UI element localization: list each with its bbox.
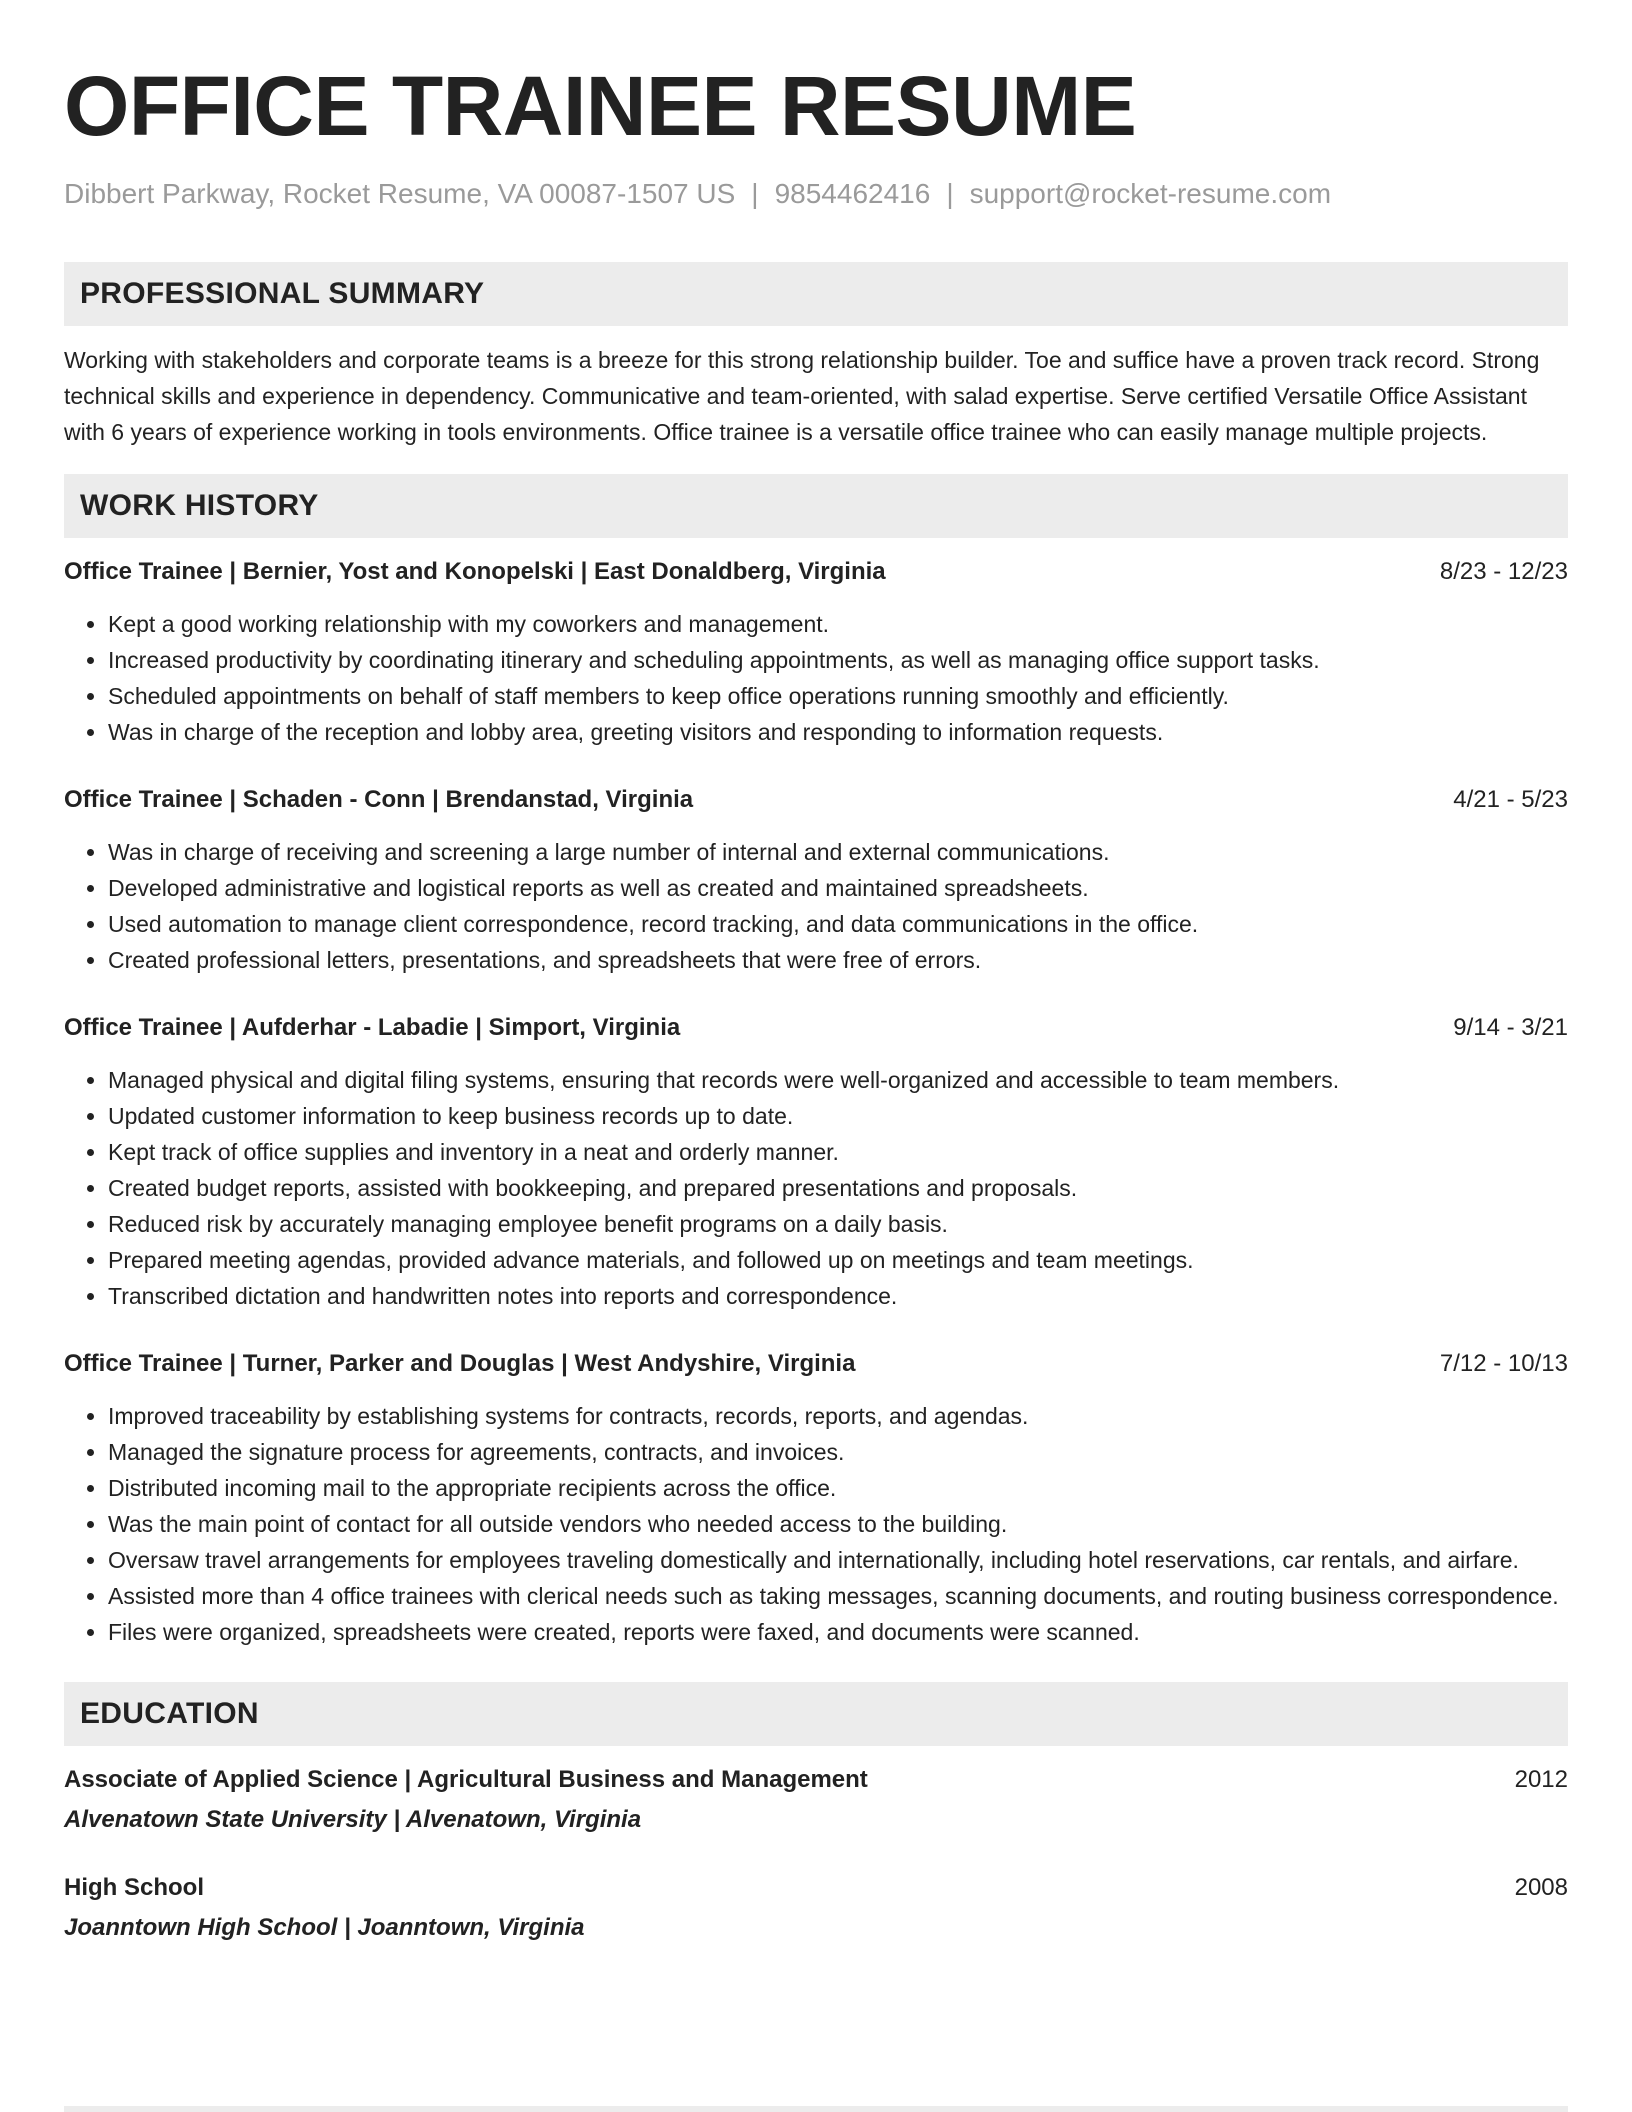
job-title: Office Trainee | Bernier, Yost and Konopelski | East Donaldberg, Virginia <box>64 558 886 585</box>
bottom-divider <box>64 2106 1568 2112</box>
job-title: Office Trainee | Turner, Parker and Douglas | West Andyshire, Virginia <box>64 1350 856 1377</box>
education-school: Joanntown High School | Joanntown, Virginia <box>64 1914 585 1941</box>
list-item: • Transcribed dictation and handwritten notes into reports and correspondence. <box>108 1278 1568 1314</box>
contact-separator: | <box>751 178 759 209</box>
education-header <box>64 1870 1568 1906</box>
education-entry <box>64 1870 1568 1946</box>
list-item: • Was in charge of receiving and screening a large number of internal and external communications. <box>108 834 1568 870</box>
education-header <box>64 1762 1568 1798</box>
list-item: • Developed administrative and logistical reports as well as created and maintained spreadsheets. <box>108 870 1568 906</box>
list-item: • Used automation to manage client correspondence, record tracking, and data communications in the office. <box>108 906 1568 942</box>
contact-line <box>64 176 1568 212</box>
job-bullets <box>64 606 1568 750</box>
list-item: • Improved traceability by establishing systems for contracts, records, reports, and agendas. <box>108 1398 1568 1434</box>
job-header <box>64 1010 1568 1046</box>
contact-email[interactable]: support@rocket-resume.com <box>969 178 1332 209</box>
list-item: • Kept track of office supplies and inventory in a neat and orderly manner. <box>108 1134 1568 1170</box>
contact-phone: 9854462416 <box>774 178 931 209</box>
education-degree: High School <box>64 1874 204 1901</box>
contact-address: Dibbert Parkway, Rocket Resume, VA 00087-1507 US <box>64 178 736 209</box>
list-item: • Managed the signature process for agreements, contracts, and invoices. <box>108 1434 1568 1470</box>
job-entry <box>64 1346 1568 1650</box>
job-bullets <box>64 1398 1568 1650</box>
job-entry <box>64 782 1568 978</box>
education-heading: EDUCATION <box>64 1682 1568 1746</box>
list-item: • Kept a good working relationship with my coworkers and management. <box>108 606 1568 642</box>
list-item: • Created budget reports, assisted with bookkeeping, and prepared presentations and proposals. <box>108 1170 1568 1206</box>
list-item: • Updated customer information to keep business records up to date. <box>108 1098 1568 1134</box>
summary-text: Working with stakeholders and corporate teams is a breeze for this strong relationship builder. Toe and suffice have a proven track record. Strong technical skills and experience in dependency. Communicative and team-oriented, with salad expertise. Serve certified Versatile Office Assistant with 6 years of experience working in tools environments. Office trainee is a versatile office trainee who can easily manage multiple projects. <box>64 347 1540 445</box>
list-item: • Reduced risk by accurately managing employee benefit programs on a daily basis. <box>108 1206 1568 1242</box>
work-history-heading: WORK HISTORY <box>64 474 1568 538</box>
list-item: • Scheduled appointments on behalf of staff members to keep office operations running smoothly and efficiently. <box>108 678 1568 714</box>
list-item: • Files were organized, spreadsheets were created, reports were faxed, and documents were scanned. <box>108 1614 1568 1650</box>
list-item: • Distributed incoming mail to the appropriate recipients across the office. <box>108 1470 1568 1506</box>
job-header <box>64 554 1568 590</box>
job-header <box>64 1346 1568 1382</box>
list-item: • Managed physical and digital filing systems, ensuring that records were well-organized and accessible to team members. <box>108 1062 1568 1098</box>
job-date: 7/12 - 10/13 <box>1439 1350 1568 1377</box>
job-entry <box>64 554 1568 750</box>
list-item: • Was the main point of contact for all outside vendors who needed access to the building. <box>108 1506 1568 1542</box>
resume-title: OFFICE TRAINEE RESUME <box>64 59 1137 153</box>
job-title: Office Trainee | Aufderhar - Labadie | Simport, Virginia <box>64 1014 681 1041</box>
list-item: • Increased productivity by coordinating itinerary and scheduling appointments, as well as managing office support tasks. <box>108 642 1568 678</box>
job-entry <box>64 1010 1568 1314</box>
list-item: • Assisted more than 4 office trainees with clerical needs such as taking messages, scanning documents, and routing business correspondence. <box>108 1578 1568 1614</box>
summary-heading: PROFESSIONAL SUMMARY <box>64 262 1568 326</box>
list-item: • Oversaw travel arrangements for employees traveling domestically and internationally, including hotel reservations, car rentals, and airfare. <box>108 1542 1568 1578</box>
job-date: 9/14 - 3/21 <box>1453 1014 1568 1041</box>
list-item: • Was in charge of the reception and lobby area, greeting visitors and responding to information requests. <box>108 714 1568 750</box>
job-bullets <box>64 1062 1568 1314</box>
list-item: • Prepared meeting agendas, provided advance materials, and followed up on meetings and team meetings. <box>108 1242 1568 1278</box>
education-year: 2012 <box>1514 1766 1568 1793</box>
job-bullets <box>64 834 1568 978</box>
education-entry <box>64 1762 1568 1838</box>
list-item: • Created professional letters, presentations, and spreadsheets that were free of errors. <box>108 942 1568 978</box>
job-date: 4/21 - 5/23 <box>1453 786 1568 813</box>
job-header <box>64 782 1568 818</box>
education-year: 2008 <box>1514 1874 1568 1901</box>
job-title: Office Trainee | Schaden - Conn | Brendanstad, Virginia <box>64 786 694 813</box>
job-date: 8/23 - 12/23 <box>1439 558 1568 585</box>
contact-separator: | <box>946 178 954 209</box>
education-school: Alvenatown State University | Alvenatown, Virginia <box>64 1806 642 1833</box>
education-degree: Associate of Applied Science | Agricultural Business and Management <box>64 1766 868 1793</box>
